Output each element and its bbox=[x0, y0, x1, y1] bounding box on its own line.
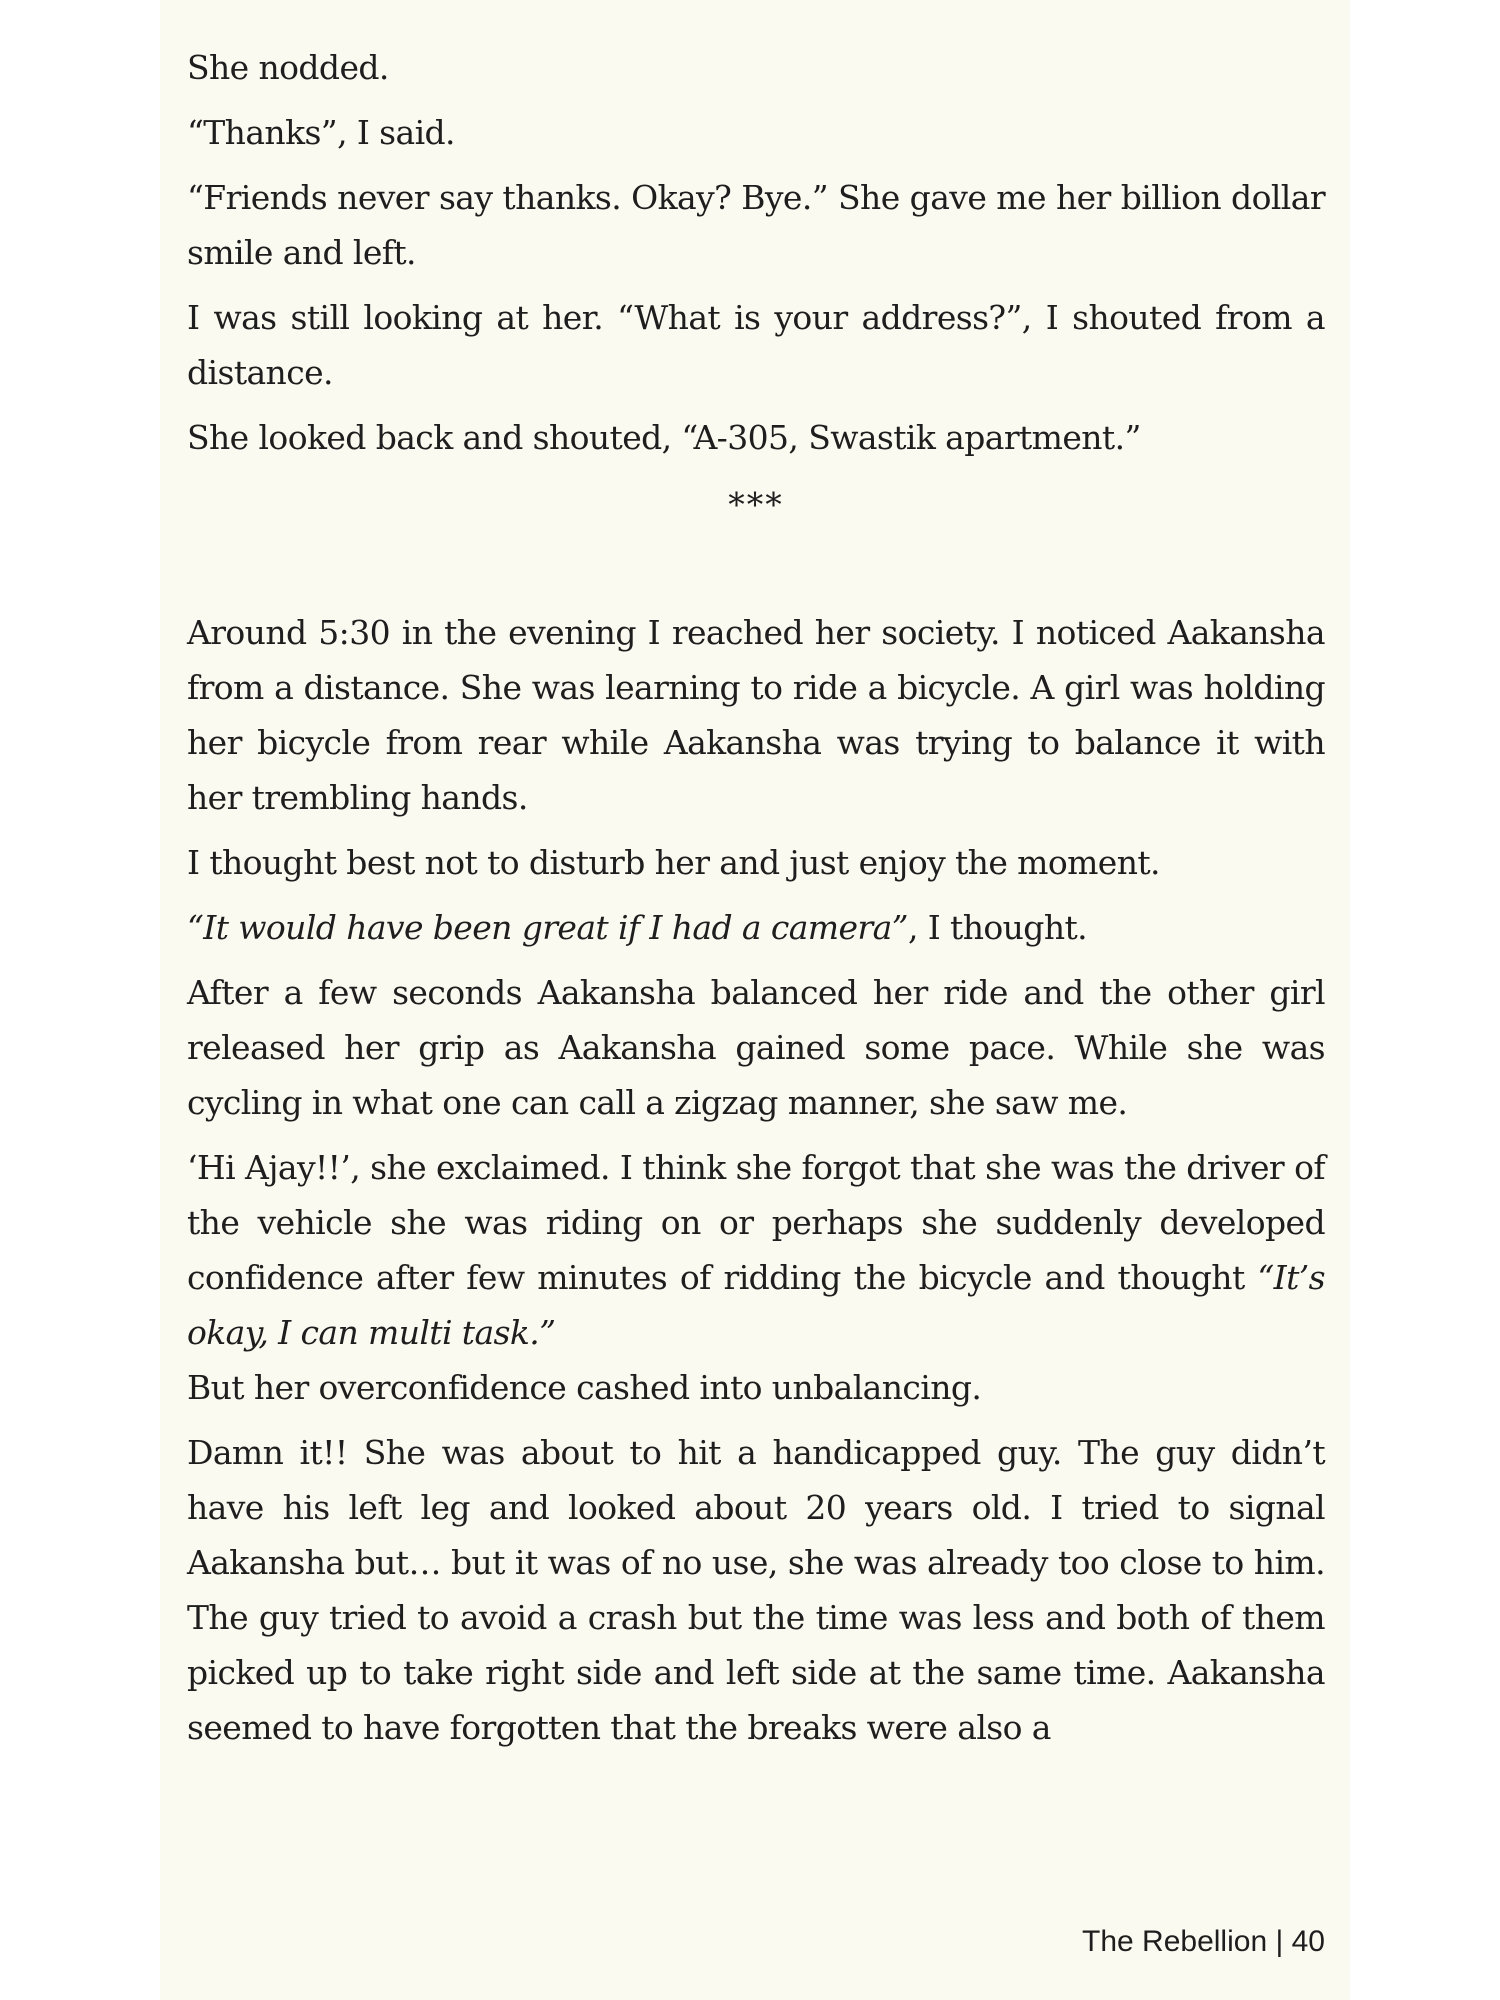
section-separator: *** bbox=[728, 485, 784, 524]
paragraph: “Thanks”, I said. bbox=[187, 113, 455, 152]
page-body bbox=[187, 40, 1325, 1765]
paragraph: She looked back and shouted, “A-305, Swastik apartment.” bbox=[187, 418, 1141, 457]
paragraph: She nodded. bbox=[187, 48, 389, 87]
footer-divider: | bbox=[1275, 1925, 1284, 1958]
paragraph-text: , I thought. bbox=[907, 908, 1088, 947]
paragraph: But her overconfidence cashed into unbalancing. bbox=[187, 1368, 982, 1407]
paragraph bbox=[187, 1140, 1325, 1360]
page-footer bbox=[1082, 1925, 1325, 1959]
paragraph: I thought best not to disturb her and just enjoy the moment. bbox=[187, 843, 1160, 882]
paragraph: “Friends never say thanks. Okay? Bye.” She gave me her billion dollar smile and left. bbox=[187, 178, 1325, 272]
italic-thought: “It would have been great if I had a camera” bbox=[187, 908, 908, 947]
paragraph: Damn it!! She was about to hit a handicapped guy. The guy didn’t have his left leg and looked about 20 years old. I tried to signal Aakansha but… but it was of no use, she was already too close to him. The guy tried to avoid a crash but the time was less and both of them picked up to take right side and left side at the same time. Aakansha seemed to have forgotten that the breaks were also a bbox=[187, 1433, 1325, 1747]
paragraph bbox=[187, 900, 1325, 955]
book-title: The Rebellion bbox=[1082, 1925, 1268, 1958]
paragraph: I was still looking at her. “What is your address?”, I shouted from a distance. bbox=[187, 298, 1325, 392]
paragraph-text: ‘Hi Ajay!!’, she exclaimed. I think she forgot that she was the driver of the vehicle she was riding on or perhaps she suddenly developed confidence after few minutes of ridding the bicycle and thought bbox=[187, 1148, 1325, 1297]
paragraph: Around 5:30 in the evening I reached her society. I noticed Aakansha from a distance. She was learning to ride a bicycle. A girl was holding her bicycle from rear while Aakansha was trying to balance it with her trembling hands. bbox=[187, 613, 1325, 817]
italic-thought: “It’s okay, I can multi task.” bbox=[187, 1258, 1325, 1352]
page-number: 40 bbox=[1291, 1925, 1325, 1958]
paragraph: After a few seconds Aakansha balanced her ride and the other girl released her grip as Aakansha gained some pace. While she was cycling in what one can call a zigzag manner, she saw me. bbox=[187, 973, 1325, 1122]
